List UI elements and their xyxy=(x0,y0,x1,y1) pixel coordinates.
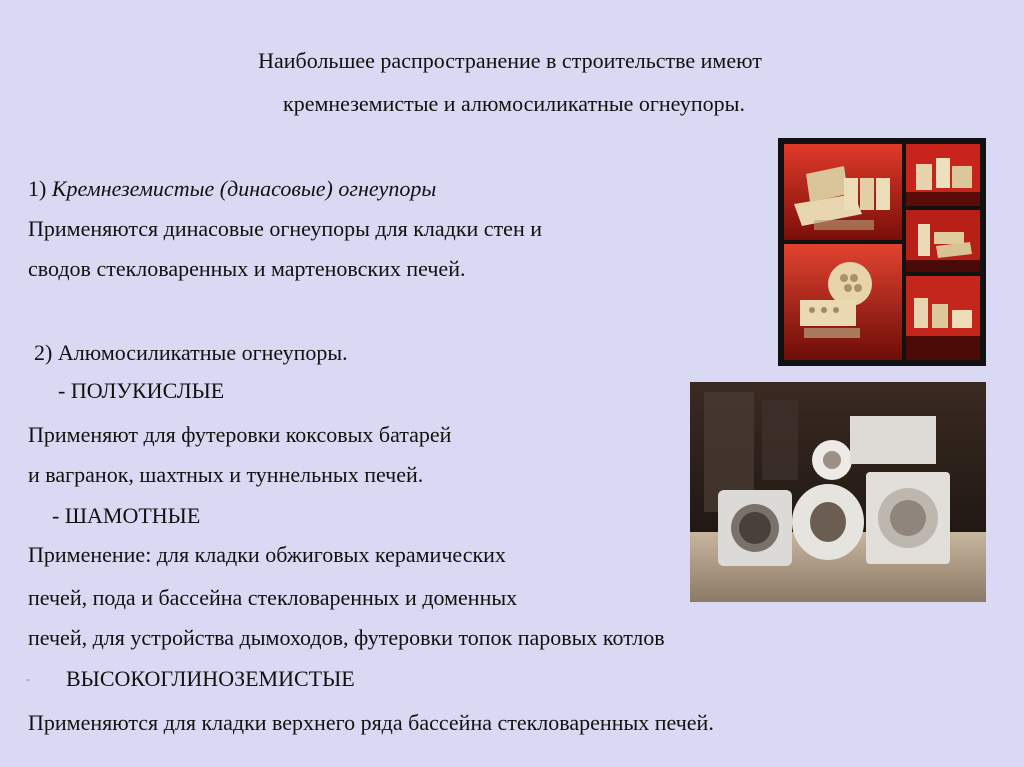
subsection-high-alumina-title: ВЫСОКОГЛИНОЗЕМИСТЫЕ xyxy=(66,666,355,691)
high-alumina-line-1: Применяются для кладки верхнего ряда бассейна стекловаренных печей. xyxy=(28,710,714,735)
collage-tile-bricks-bottom-right xyxy=(906,276,980,360)
refractory-bricks-collage-image xyxy=(778,138,986,366)
ceramic-refractory-parts-photo xyxy=(690,382,986,602)
collage-tile-bricks-top-right xyxy=(906,144,980,206)
subsection-shamotnye-title: - ШАМОТНЫЕ xyxy=(52,503,201,528)
section1-text-line-2: сводов стекловаренных и мартеновских печей. xyxy=(28,256,466,281)
polukislye-line-2: и вагранок, шахтных и туннельных печей. xyxy=(28,462,424,487)
collage-tile-bricks-middle-right xyxy=(906,210,980,272)
header-line-1: Наибольшее распространение в строительстве имеют xyxy=(258,48,762,73)
shamotnye-line-2: печей, пода и бассейна стекловаренных и доменных xyxy=(28,585,518,610)
section2-title: 2) Алюмосиликатные огнеупоры. xyxy=(34,340,348,365)
collage-tile-honeycomb-blocks xyxy=(784,244,902,360)
section1-title: Кремнеземистые (динасовые) огнеупоры xyxy=(51,176,437,201)
section1-text-line-1: Применяются динасовые огнеупоры для кладки стен и xyxy=(28,216,542,241)
header-line-2: кремнеземистые и алюмосиликатные огнеупоры. xyxy=(283,91,745,116)
shamotnye-line-3: печей, для устройства дымоходов, футеровки топок паровых котлов xyxy=(28,625,665,650)
subsection-polukislye-title: - ПОЛУКИСЛЫЕ xyxy=(58,378,225,403)
section1-heading xyxy=(28,176,436,202)
section1-number: 1) xyxy=(28,176,47,201)
shamotnye-line-1: Применение: для кладки обжиговых керамических xyxy=(28,542,506,567)
collage-tile-bricks-large xyxy=(784,144,902,240)
polukislye-line-1: Применяют для футеровки коксовых батарей xyxy=(28,422,452,447)
high-alumina-marker: - xyxy=(26,672,30,686)
